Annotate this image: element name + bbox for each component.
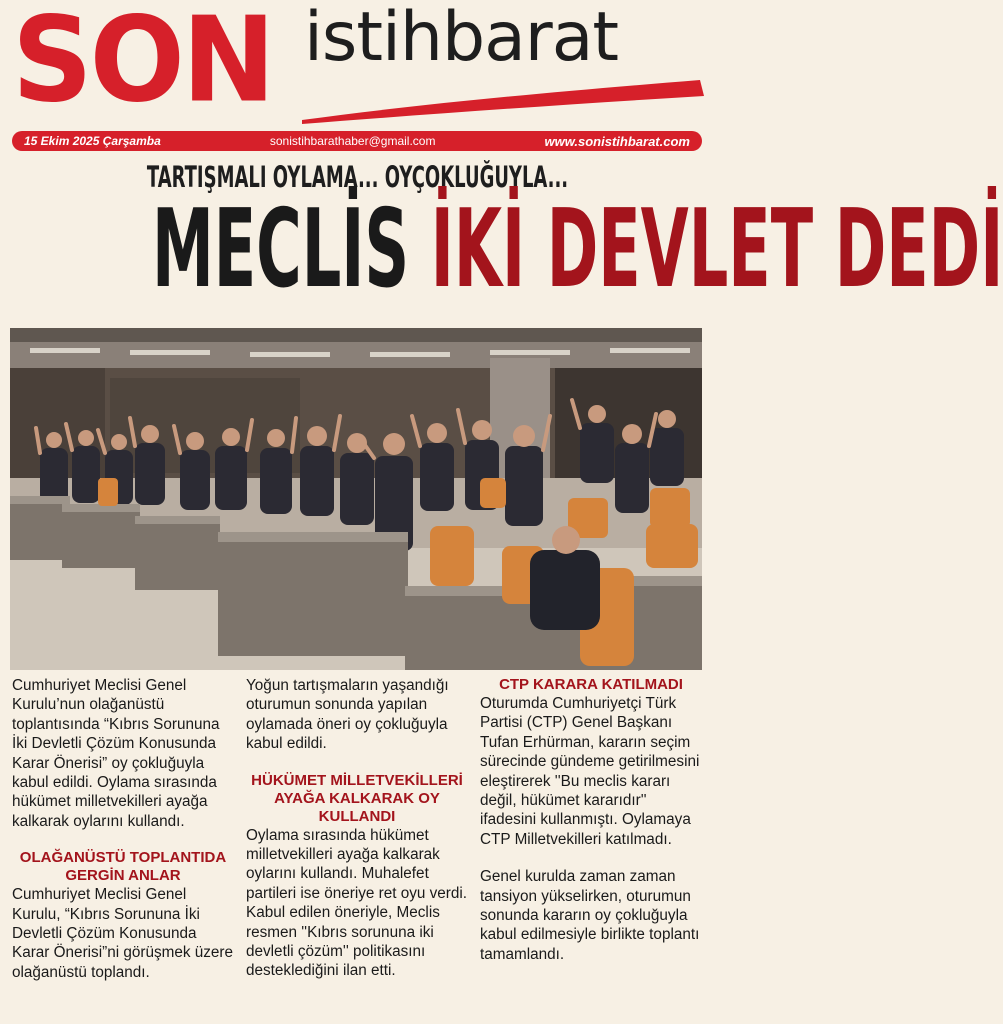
article-column-3 bbox=[480, 676, 702, 964]
subhead-olaganustu: OLAĞANÜSTÜ TOPLANTIDA GERGİN ANLAR bbox=[19, 849, 227, 885]
logo-son: SON bbox=[12, 0, 273, 130]
article-paragraph: Oylama sırasında hükümet milletvekilleri ayağa kalkarak oylarını kullandı. Muhalefet partileri ise öneriye ret oyu verdi. bbox=[246, 826, 468, 902]
issue-date: 15 Ekim 2025 Çarşamba bbox=[24, 134, 161, 148]
subhead-hukumet: HÜKÜMET MİLLETVEKİLLERİ AYAĞA KALKARAK OY KULLANDI bbox=[251, 771, 463, 825]
article-paragraph: Genel kurulda zaman zaman tansiyon yükselirken, oturumun sonunda kararın oy çokluğuyla kabul edilmesiyle birlikte toplantı tamamlandı. bbox=[480, 868, 700, 963]
article-column-1 bbox=[12, 676, 234, 982]
logo-swoosh-icon bbox=[300, 74, 705, 126]
subhead-ctp: CTP KARARA KATILMADI bbox=[499, 676, 683, 693]
article-paragraph: Oturumda Cumhuriyetçi Türk Partisi (CTP) Genel Başkanı Tufan Erhürman, kararın seçim sürecinde gündeme getirilmesini eleştirerek ''Bu meclis kararı değil, hükümet kararıdır'' ifadesini kullanmıştı. Oylamaya CTP Milletvekilleri katılmadı. bbox=[480, 695, 700, 848]
masthead bbox=[0, 0, 715, 130]
article-column-2 bbox=[246, 676, 468, 981]
article-intro: Cumhuriyet Meclisi Genel Kurulu’nun olağanüstü toplantısında “Kıbrıs Sorununa İki Devletli Çözüm Konusunda Karar Önerisi” oy çokluğuyla kabul edildi. Oylama sırasında hükümet milletvekilleri ayağa kalkarak oylarını kullandı. bbox=[12, 677, 220, 830]
article-paragraph: Kabul edilen öneriyle, Meclis resmen ''Kıbrıs sorununa iki devletli çözüm'' politikasını desteklediğini ilan etti. bbox=[246, 904, 440, 980]
headline-red-part: İKİ DEVLET DEDİ bbox=[430, 187, 1003, 312]
date-bar bbox=[12, 131, 702, 151]
contact-email[interactable]: sonistihbarathaber@gmail.com bbox=[269, 134, 436, 148]
article-paragraph: Cumhuriyet Meclisi Genel Kurulu, “Kıbrıs Sorununa İki Devletli Çözüm Konusunda Karar Önerisi”ni görüşmek üzere olağanüstü toplandı. bbox=[12, 886, 234, 981]
headline-black-part: MECLİS bbox=[151, 187, 431, 312]
logo-istihbarat: istihbarat bbox=[304, 0, 619, 77]
headline-kicker: TARTIŞMALI OYLAMA... OYÇOKLUĞUYLA... bbox=[146, 160, 569, 194]
article-paragraph: Yoğun tartışmaların yaşandığı oturumun sonunda yapılan oylamada öneri oy çokluğuyla kabul edildi. bbox=[246, 677, 449, 753]
parliament-photo bbox=[10, 328, 702, 670]
website-link[interactable]: www.sonistihbarat.com bbox=[544, 133, 690, 149]
main-headline bbox=[151, 187, 1003, 312]
